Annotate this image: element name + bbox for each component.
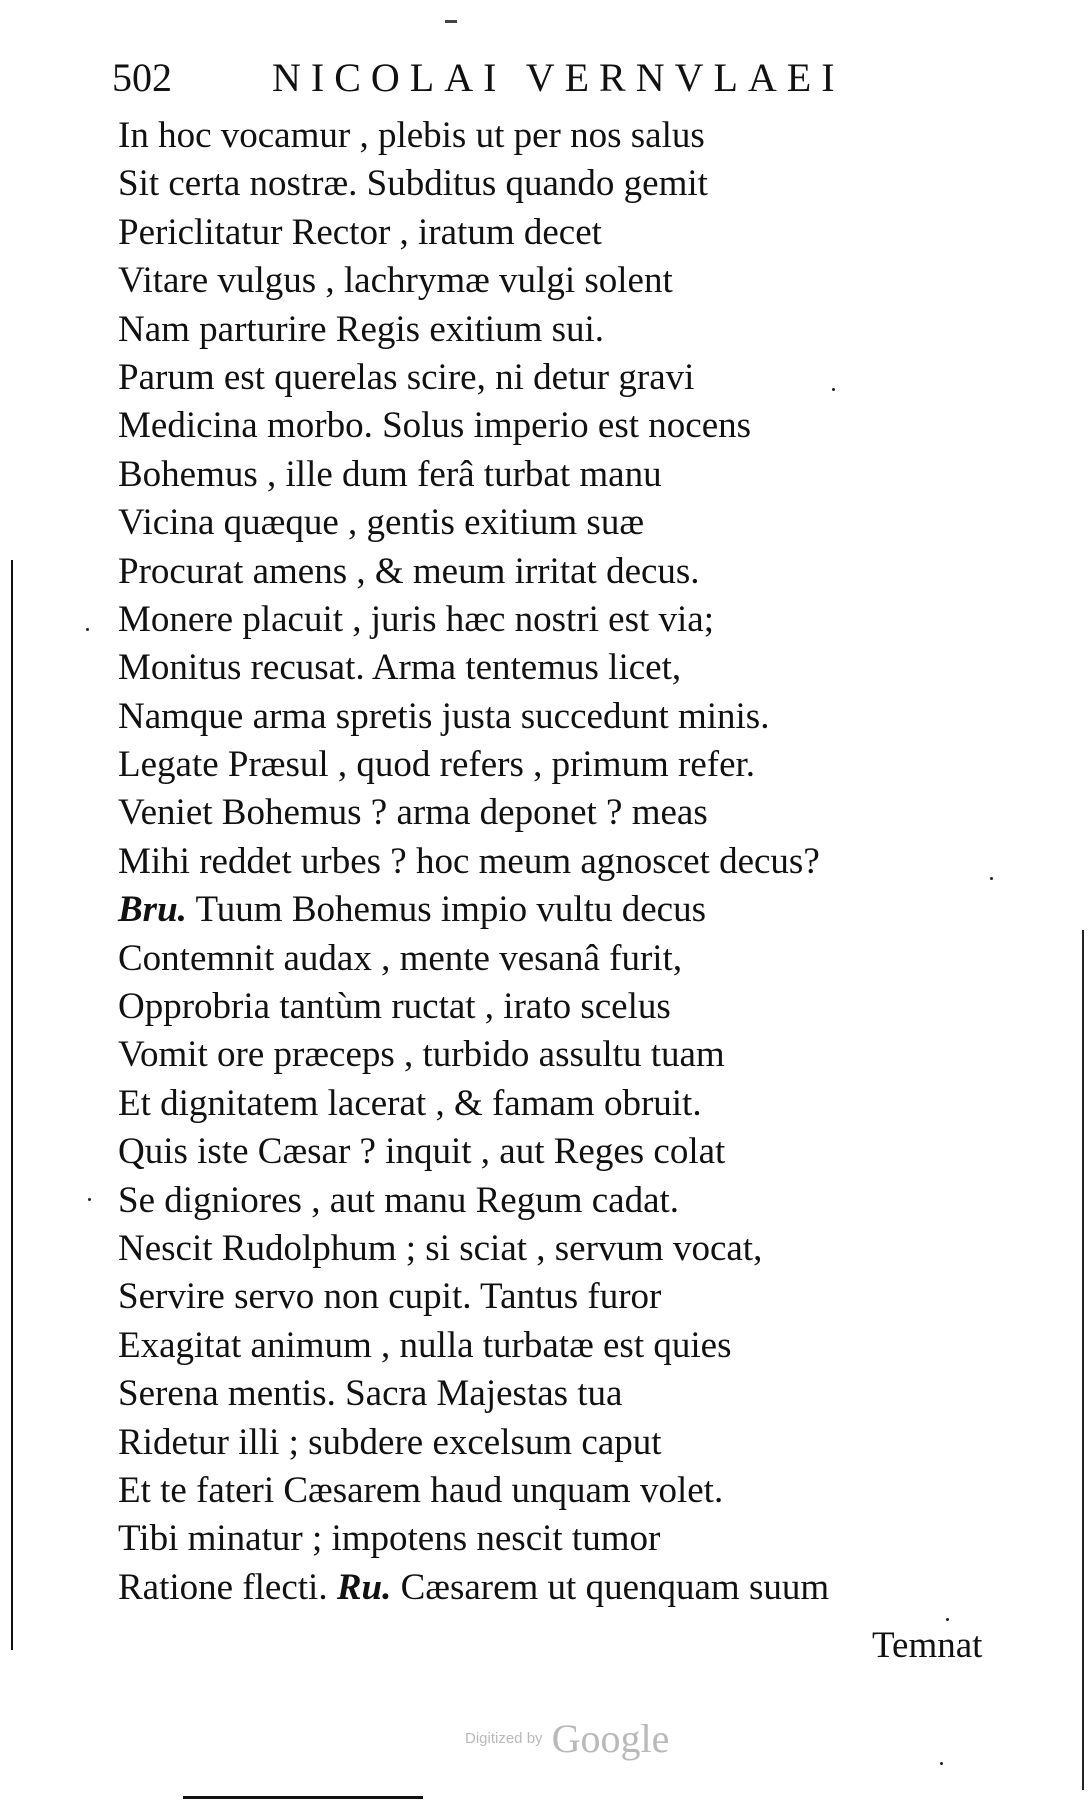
verse-text: Bohemus , ille dum ferâ turbat manu xyxy=(118,453,662,495)
verse-line-9 xyxy=(118,499,1018,547)
verse-text: Vitare vulgus , lachrymæ vulgi solent xyxy=(118,260,673,302)
verse-text: Nescit Rudolphum ; si sciat , servum vocat, xyxy=(118,1227,763,1269)
google-logo: Google xyxy=(551,1716,670,1761)
verse-text: Exagitat animum , nulla turbatæ est quies xyxy=(118,1324,732,1366)
verse-line-13 xyxy=(118,693,1018,741)
verse-line-10 xyxy=(118,548,1018,596)
verse-line-28 xyxy=(118,1419,1018,1467)
left-gutter-rule xyxy=(11,560,13,1650)
ink-speck xyxy=(940,1762,943,1765)
verse-line-19 xyxy=(118,983,1018,1031)
digitized-by-label: Digitized by xyxy=(465,1730,543,1747)
verse-line-6 xyxy=(118,354,1018,402)
ink-speck xyxy=(832,388,835,391)
verse-text: Quis iste Cæsar ? inquit , aut Reges colat xyxy=(118,1131,726,1173)
verse-text: Ridetur illi ; subdere excelsum caput xyxy=(118,1421,662,1463)
verse-text: Cæsarem ut quenquam suum xyxy=(391,1566,830,1608)
verse-line-21 xyxy=(118,1080,1018,1128)
verse-line-1 xyxy=(118,112,1018,160)
verse-line-29 xyxy=(118,1467,1018,1515)
running-head xyxy=(112,50,872,110)
verse-text: Et te fateri Cæsarem haud unquam volet. xyxy=(118,1469,724,1511)
digitization-watermark xyxy=(465,1715,669,1765)
verse-text: Sit certa nostræ. Subditus quando gemit xyxy=(118,163,708,205)
verse-line-27 xyxy=(118,1370,1018,1418)
verse-text: Tibi minatur ; impotens nescit tumor xyxy=(118,1518,661,1560)
verse-line-30 xyxy=(118,1515,1018,1563)
verse-line-16 xyxy=(118,838,1018,886)
header-title: NICOLAI VERNVLAEI xyxy=(272,55,845,100)
verse-line-5 xyxy=(118,306,1018,354)
verse-line-31 xyxy=(118,1564,1018,1612)
verse-line-22 xyxy=(118,1128,1018,1176)
verse-line-3 xyxy=(118,209,1018,257)
verse-line-14 xyxy=(118,741,1018,789)
verse-text: Parum est querelas scire, ni detur gravi xyxy=(118,356,695,398)
verse-text: Tuum Bohemus impio vultu decus xyxy=(186,889,706,931)
verse-text: Se digniores , aut manu Regum cadat. xyxy=(118,1179,680,1221)
catchword: Temnat xyxy=(872,1625,983,1666)
verse-text: Serena mentis. Sacra Majestas tua xyxy=(118,1373,623,1415)
verse-text: Procurat amens , & meum irritat decus. xyxy=(118,550,700,592)
verse-line-23 xyxy=(118,1177,1018,1225)
verse-text: In hoc vocamur , plebis ut per nos salus xyxy=(118,115,705,156)
verse-text: Monitus recusat. Arma tentemus licet, xyxy=(118,647,682,689)
ink-speck xyxy=(946,1618,949,1621)
verse-text: Monere placuit , juris hæc nostri est via; xyxy=(118,598,714,640)
verse-text: Vomit ore præceps , turbido assultu tuam xyxy=(118,1034,725,1076)
verse-text: Mihi reddet urbes ? hoc meum agnoscet decus? xyxy=(118,840,820,882)
verse-line-17 xyxy=(118,886,1018,934)
verse-line-8 xyxy=(118,451,1018,499)
verse-text: Periclitatur Rector , iratum decet xyxy=(118,211,602,253)
verse-line-25 xyxy=(118,1273,1018,1321)
page-number: 502 xyxy=(112,55,172,100)
verse-text: Legate Præsul , quod refers , primum refer. xyxy=(118,744,756,786)
verse-line-4 xyxy=(118,257,1018,305)
verse-text: Et dignitatem lacerat , & famam obruit. xyxy=(118,1082,702,1124)
right-edge-rule xyxy=(1082,930,1084,1790)
verse-line-24 xyxy=(118,1225,1018,1273)
verse-line-20 xyxy=(118,1031,1018,1079)
verse-text: Opprobria tantùm ructat , irato scelus xyxy=(118,986,671,1028)
verse-text: Nam parturire Regis exitium sui. xyxy=(118,308,605,350)
verse-line-7 xyxy=(118,402,1018,450)
speaker-label: Bru. xyxy=(118,889,187,931)
verse-line-2 xyxy=(118,160,1018,208)
speaker-label: Ru. xyxy=(336,1566,392,1608)
verse-line-12 xyxy=(118,644,1018,692)
verse-block xyxy=(118,112,1018,1612)
verse-text: Veniet Bohemus ? arma deponet ? meas xyxy=(118,792,708,834)
verse-text: Servire servo non cupit. Tantus furor xyxy=(118,1276,662,1318)
verse-text: Contemnit audax , mente vesanâ furit, xyxy=(118,937,683,979)
bottom-ink-rule xyxy=(183,1796,423,1799)
ink-speck xyxy=(88,1198,91,1201)
verse-line-15 xyxy=(118,789,1018,837)
verse-line-26 xyxy=(118,1322,1018,1370)
verse-text: Vicina quæque , gentis exitium suæ xyxy=(118,502,645,544)
verse-line-11 xyxy=(118,596,1018,644)
top-ink-mark xyxy=(445,20,457,23)
ink-speck xyxy=(86,628,89,631)
verse-text: Namque arma spretis justa succedunt minis. xyxy=(118,695,770,737)
verse-text: Ratione flecti. xyxy=(118,1566,337,1608)
verse-text: Medicina morbo. Solus imperio est nocens xyxy=(118,405,752,447)
ink-speck xyxy=(990,877,993,880)
verse-line-18 xyxy=(118,935,1018,983)
